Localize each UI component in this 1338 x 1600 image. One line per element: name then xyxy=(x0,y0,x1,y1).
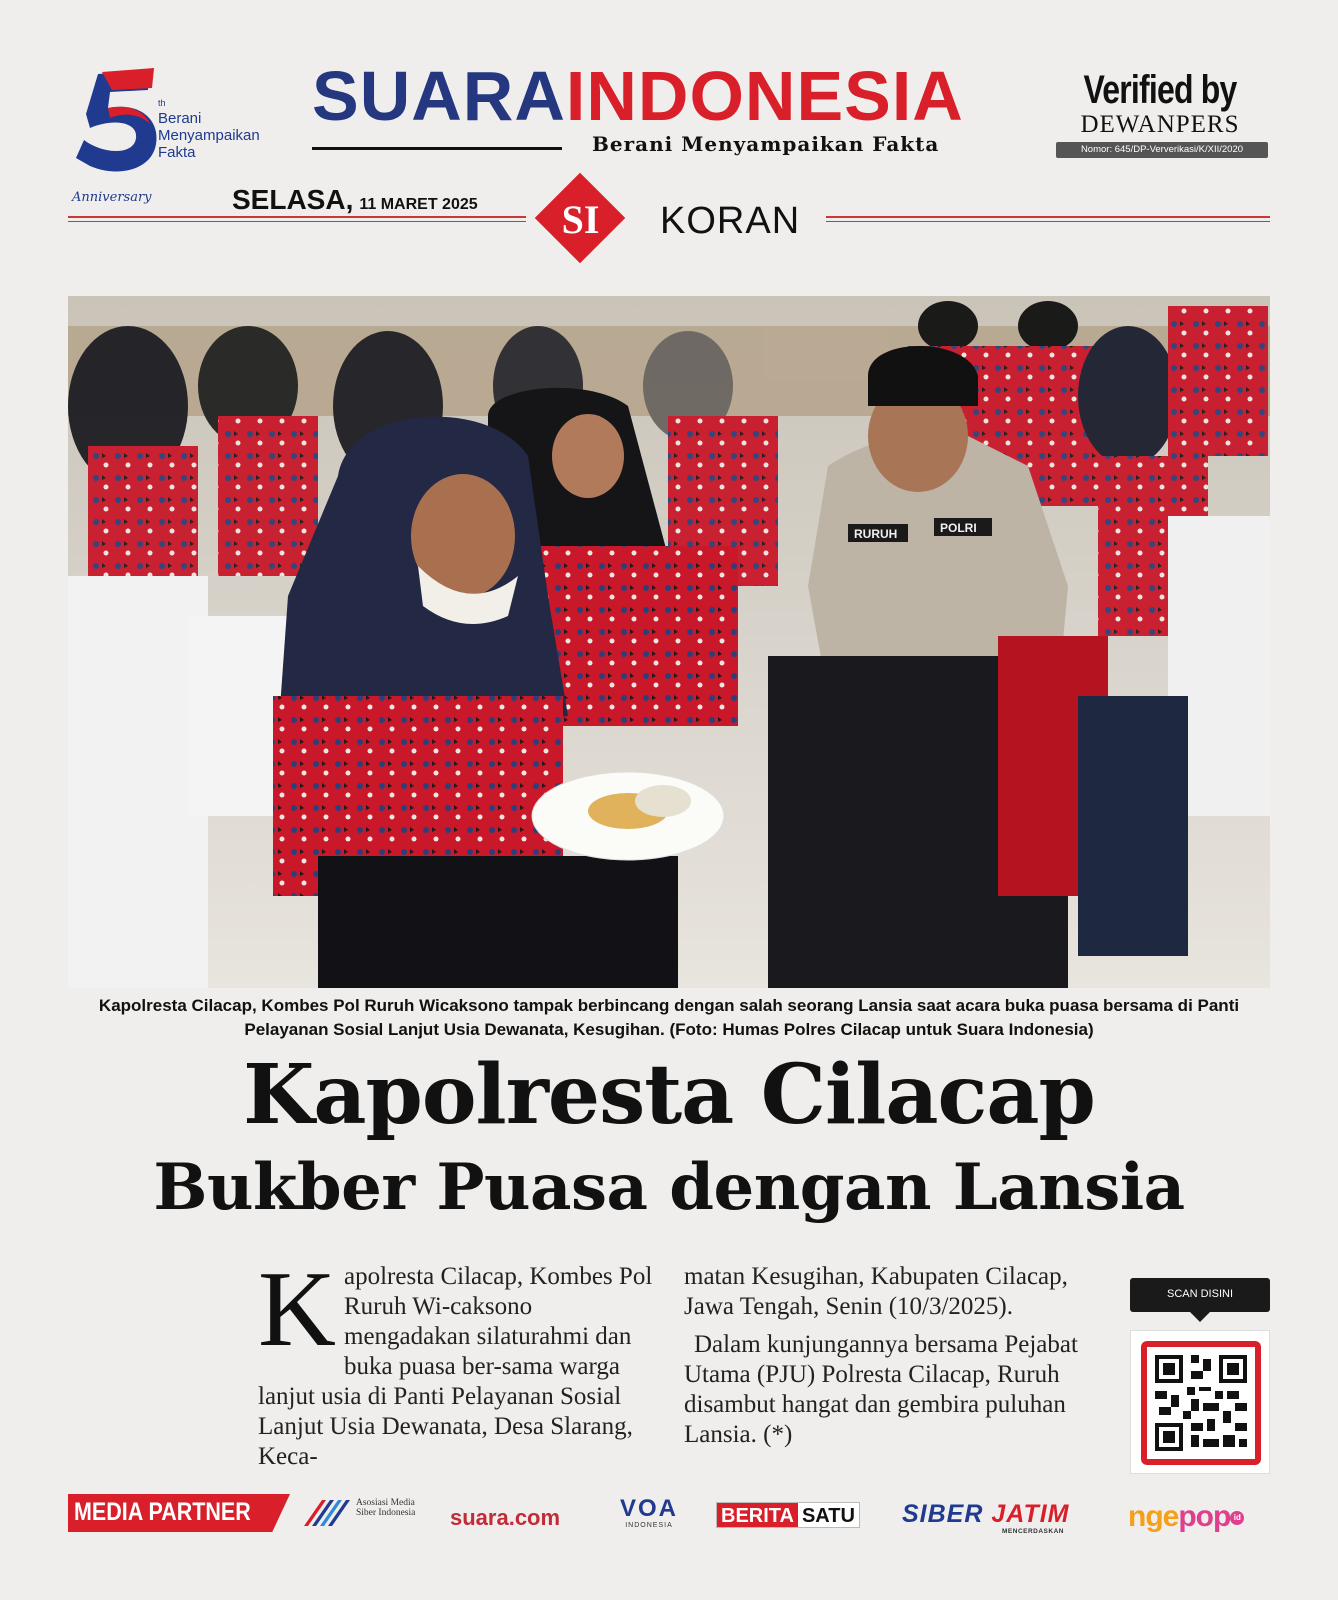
amsi-stripes-icon xyxy=(302,1496,354,1530)
anniversary-5-icon xyxy=(68,66,168,176)
anniversary-tagline xyxy=(158,110,260,161)
verified-title: Verified by xyxy=(1083,68,1237,112)
ngepop-part-a: nge xyxy=(1128,1500,1179,1533)
partner-amsi-logo[interactable] xyxy=(302,1496,432,1536)
article-text: matan Kesugihan, Kabupaten Cilacap, Jawa Tengah, Senin (10/3/2025). xyxy=(684,1263,1068,1320)
masthead-title-indonesia: INDONESIA xyxy=(565,57,964,135)
anniversary-sup: th xyxy=(158,98,166,108)
header-rule-left xyxy=(68,216,526,222)
dropcap: K xyxy=(258,1250,336,1369)
verified-org: DEWANPERS xyxy=(1080,111,1240,138)
badge-unit-text: POLRI xyxy=(940,521,977,535)
photo-illustration xyxy=(68,296,1270,988)
partner-suara-logo[interactable]: suara.com xyxy=(450,1505,561,1530)
qr-code-frame xyxy=(1141,1341,1261,1465)
beritasatu-part-a: BERITA xyxy=(717,1503,798,1527)
masthead-title xyxy=(312,56,1022,136)
headline-main: Kapolresta Cilacap xyxy=(243,1047,1095,1143)
partner-siberjatim-logo[interactable] xyxy=(902,1500,1070,1540)
partner-ngepop-logo[interactable] xyxy=(1128,1500,1244,1540)
ngepop-part-b: pop xyxy=(1178,1500,1231,1533)
masthead-rule xyxy=(312,147,562,150)
verified-number: Nomor: 645/DP-Ververikasi/K/XII/2020 xyxy=(1056,142,1268,158)
qr-code[interactable] xyxy=(1130,1330,1270,1474)
tagline-line: Menyampaikan xyxy=(158,127,260,144)
masthead-title-suara: SUARA xyxy=(312,57,566,135)
tagline-line: Berani xyxy=(158,110,202,127)
qr-code-icon xyxy=(1155,1355,1247,1451)
anniversary-script: Anniversary xyxy=(72,190,152,205)
siberjatim-part-a: SIBER xyxy=(902,1500,984,1528)
voa-title: VOA xyxy=(619,1495,678,1522)
masthead xyxy=(312,56,1022,156)
date-full: 11 MARET 2025 xyxy=(359,196,478,213)
amsi-name: Asosiasi Media Siber Indonesia xyxy=(356,1498,416,1518)
headline-sub: Bukber Puasa dengan Lansia xyxy=(153,1150,1185,1225)
news-photo xyxy=(68,296,1270,988)
edition-logo: SI xyxy=(561,197,600,242)
badge-name-text: RURUH xyxy=(854,527,898,541)
dateline xyxy=(232,184,478,216)
article-text: Dalam kunjungannya bersama Pejabat Utama (PJU) Polresta Cilacap, Ruruh disambut hangat dan gembira puluhan Lansia. (*) xyxy=(684,1331,1078,1448)
scan-pointer-icon xyxy=(1190,1312,1210,1322)
verified-badge xyxy=(1050,68,1270,158)
partner-voa-logo[interactable] xyxy=(614,1496,684,1536)
ngepop-badge: id xyxy=(1230,1511,1244,1525)
voa-subtitle: INDONESIA xyxy=(625,1522,673,1529)
siberjatim-subtitle: MENCERDASKAN xyxy=(1002,1528,1064,1535)
edition-label: KORAN xyxy=(660,200,801,242)
scan-label: SCAN DISINI xyxy=(1130,1278,1270,1312)
tagline-line: Fakta xyxy=(158,144,196,161)
masthead-tagline: Berani Menyampaikan Fakta xyxy=(592,132,940,156)
date-day: SELASA, xyxy=(232,184,354,215)
header-rule-right xyxy=(826,216,1270,222)
media-partner-label: MEDIA PARTNER xyxy=(74,1498,251,1526)
article-column-1 xyxy=(258,1250,658,1472)
beritasatu-part-b: SATU xyxy=(798,1503,859,1527)
partner-beritasatu-logo[interactable] xyxy=(716,1502,860,1528)
article-column-2 xyxy=(684,1262,1084,1450)
photo-caption: Kapolresta Cilacap, Kombes Pol Ruruh Wicaksono tampak berbincang dengan salah seorang Lansia saat acara buka puasa bersama di Panti Pelayanan Sosial Lanjut Usia Dewanata, Kesugihan. (Foto: Humas Polres Cilacap untuk Suara Indonesia) xyxy=(98,996,1240,1039)
article-text: apolresta Cilacap, Kombes Pol Ruruh Wi-caksono mengadakan silaturahmi dan buka puasa ber-sama warga lanjut usia di Panti Pelayanan Sosial Lanjut Usia Dewanata, Desa Slarang, Keca- xyxy=(258,1263,653,1470)
siberjatim-part-b: JATIM xyxy=(991,1500,1070,1528)
